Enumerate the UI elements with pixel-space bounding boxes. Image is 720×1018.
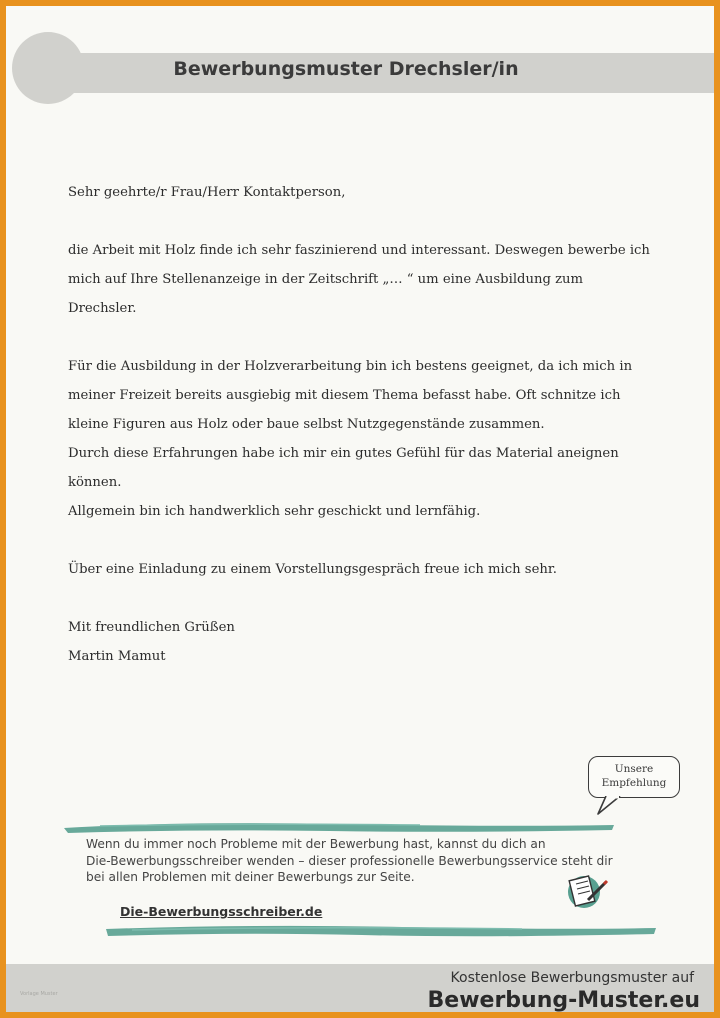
paragraph2-line: meiner Freizeit bereits ausgiebig mit diesem Thema befasst habe. Oft schnitze ich: [68, 388, 621, 403]
paragraph2-line: Allgemein bin ich handwerklich sehr geschickt und lernfähig.: [68, 504, 481, 519]
letter-body: [68, 178, 668, 671]
document-pen-icon: [562, 870, 612, 910]
promo-line: Wenn du immer noch Probleme mit der Bewerbung hast, kannst du dich an: [86, 837, 546, 851]
paragraph2-line: Durch diese Erfahrungen habe ich mir ein gutes Gefühl für das Material aneignen: [68, 446, 619, 461]
paragraph1-line: mich auf Ihre Stellenanzeige in der Zeitschrift „… “ um eine Ausbildung zum: [68, 272, 584, 287]
signature: Martin Mamut: [68, 649, 166, 664]
promo-line: bei allen Problemen mit deiner Bewerbungs zur Seite.: [86, 870, 415, 884]
footer-site-link[interactable]: Bewerbung-Muster.eu: [427, 988, 700, 1012]
brush-stroke-bottom: [102, 920, 662, 940]
recommendation-bubble: [588, 756, 680, 798]
paragraph1-line: Drechsler.: [68, 301, 137, 316]
footer-watermark: Vorlage Muster: [20, 991, 58, 997]
paragraph2-line: Für die Ausbildung in der Holzverarbeitung bin ich bestens geeignet, da ich mich in: [68, 359, 633, 374]
paragraph2-line: kleine Figuren aus Holz oder baue selbst Nutzgegenstände zusammen.: [68, 417, 545, 432]
page-title: Bewerbungsmuster Drechsler/in: [173, 58, 519, 80]
promo-link[interactable]: Die-Bewerbungsschreiber.de: [120, 904, 323, 919]
closing: Mit freundlichen Grüßen: [68, 620, 235, 635]
paragraph1-line: die Arbeit mit Holz finde ich sehr faszinierend und interessant. Deswegen bewerbe ich: [68, 243, 650, 258]
salutation: Sehr geehrte/r Frau/Herr Kontaktperson,: [68, 185, 346, 200]
footer-tagline: Kostenlose Bewerbungsmuster auf: [450, 970, 694, 986]
paragraph2-line: können.: [68, 475, 122, 490]
promo-line: Die-Bewerbungsschreiber wenden – dieser professionelle Bewerbungsservice steht dir: [86, 853, 613, 868]
brush-stroke-top: [60, 818, 620, 836]
bubble-line: Empfehlung: [601, 777, 667, 789]
bubble-line: Unsere: [614, 763, 654, 775]
footer: [6, 964, 714, 1012]
paragraph3: Über eine Einladung zu einem Vorstellungsgespräch freue ich mich sehr.: [68, 562, 557, 577]
page: [6, 6, 714, 1012]
bubble-tail: [596, 796, 626, 816]
header-circle-decoration: [12, 32, 84, 104]
